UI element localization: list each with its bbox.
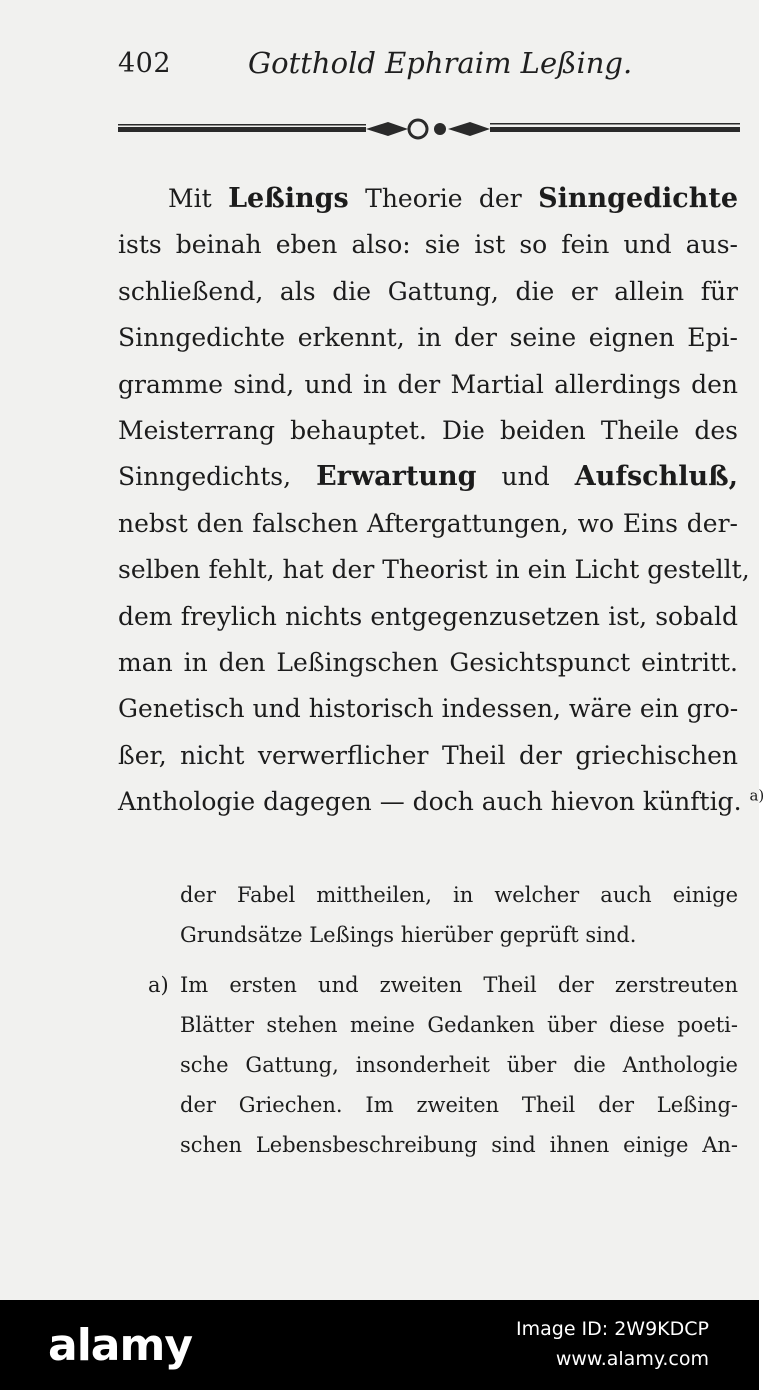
page-number: 402 — [118, 48, 172, 79]
text-line: Anthologie dagegen — doch auch hievon künftig. $^{a)}$ — [118, 786, 764, 817]
footnote-line: der Griechen. Im zweiten Theil der Leßing- — [180, 1093, 738, 1117]
footnote-line: der Fabel mittheilen, in welcher auch einige — [180, 883, 738, 907]
emphasized-name: Leßings — [228, 183, 349, 214]
text-line: man in den Leßingschen Gesichtspunct eintritt. — [118, 648, 738, 678]
ornamental-rule — [118, 112, 740, 148]
footnotes — [118, 875, 738, 1165]
text-line: Meisterrang behauptet. Die beiden Theile des — [118, 416, 738, 446]
footnote-continuation — [118, 875, 738, 955]
main-paragraph — [118, 176, 764, 826]
footnote-line: Blätter stehen meine Gedanken über diese poeti- — [180, 1013, 738, 1037]
footnote-line: sche Gattung, insonderheit über die Anthologie — [180, 1053, 738, 1077]
footnote-reference: a) — [749, 786, 764, 805]
footnote-line: schen Lebensbeschreibung sind ihnen einige An- — [180, 1133, 738, 1157]
emphasized-term: Erwartung — [316, 461, 477, 493]
page-header — [118, 44, 728, 84]
emphasized-term: Aufschluß, — [574, 461, 739, 493]
footnote-a — [118, 965, 738, 1165]
footnote-line: Grundsätze Leßings hierüber geprüft sind. — [180, 923, 637, 947]
text-line: schließend, als die Gattung, die er allein für — [118, 276, 738, 306]
watermark-bar — [0, 1300, 759, 1390]
text-line: Genetisch und historisch indessen, wäre ein gro- — [118, 694, 739, 724]
footnote-marker: a) — [148, 973, 169, 997]
text-line: Sinngedichte erkennt, in der seine eignen Epi- — [118, 323, 738, 353]
text-line: gramme sind, und in der Martial allerdings den — [118, 369, 738, 399]
text-line: Sinngedichts, Erwartung und Aufschluß, — [118, 461, 739, 493]
text-line: Mit Leßings Theorie der Sinngedichte — [168, 183, 739, 214]
image-id-label: Image ID: 2W9KDCP — [516, 1318, 709, 1340]
text-line: ists beinah eben also: sie ist so fein und aus- — [118, 230, 738, 260]
emphasized-term: Sinngedichte — [538, 183, 739, 214]
footnote-line: Im ersten und zweiten Theil der zerstreuten — [180, 973, 738, 997]
site-url: www.alamy.com — [555, 1348, 709, 1370]
brand-logo: alamy — [48, 1320, 192, 1371]
text-line: nebst den falschen Aftergattungen, wo Eins der- — [118, 508, 738, 538]
text-line: dem freylich nichts entgegenzusetzen ist, sobald — [118, 601, 738, 631]
running-head: Gotthold Ephraim Leßing. — [248, 46, 633, 80]
text-line: selben fehlt, hat der Theorist in ein Licht gestellt, — [118, 555, 750, 585]
text-line: ßer, nicht verwerflicher Theil der griechischen — [118, 740, 738, 770]
